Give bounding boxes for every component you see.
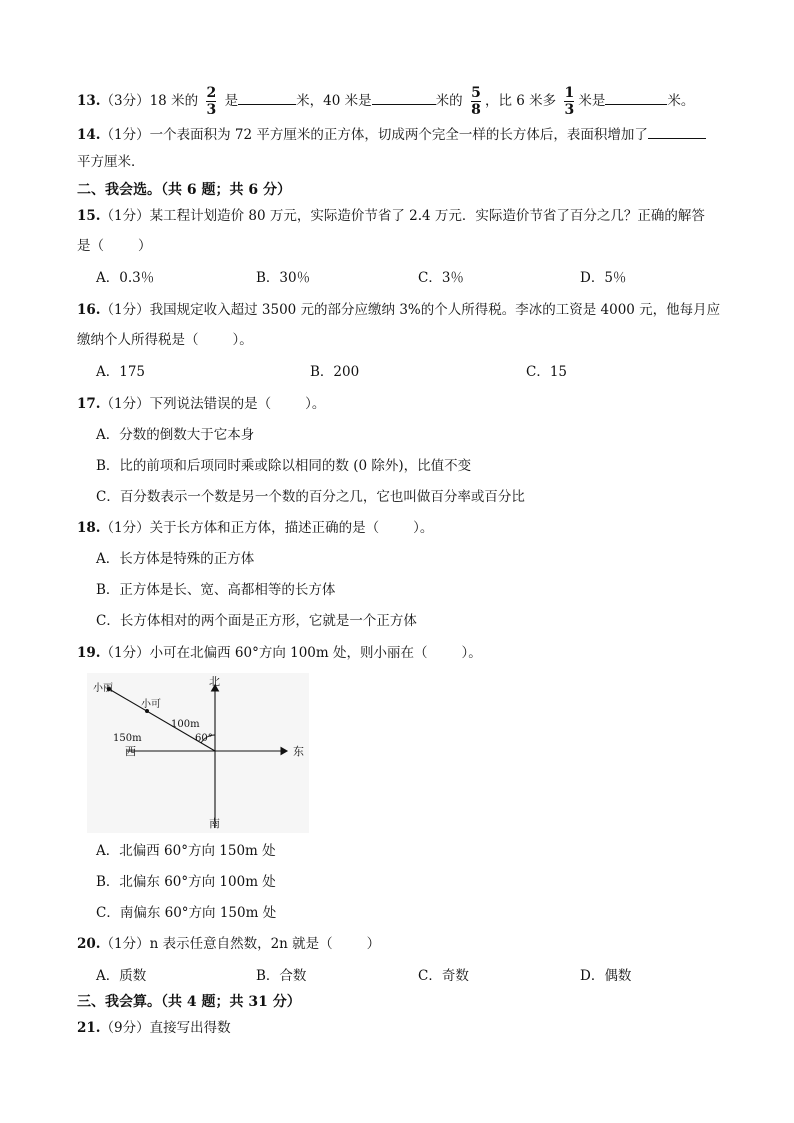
question-number: 13. (77, 93, 101, 109)
question-15-line2 (77, 236, 152, 256)
option-a[interactable]: A．分数的倒数大于它本身 (96, 427, 255, 443)
question-18 (77, 518, 433, 538)
question-number: 14. (77, 127, 101, 143)
option-c[interactable]: C．15 (526, 364, 568, 380)
question-text: ，比 6 米多 (484, 93, 557, 109)
question-text: 关于长方体和正方体，描述正确的是（ (149, 520, 380, 536)
question-21 (77, 1018, 231, 1038)
question-text: 某工程计划造价 80 万元，实际造价节省了 2.4 万元．实际造价节省了百分之几？正确的解答 (149, 208, 705, 224)
question-points: （1分） (100, 302, 150, 318)
question-20 (77, 934, 380, 954)
answer-blank[interactable] (238, 90, 296, 105)
question-text: ）。 (461, 645, 482, 661)
question-points: （1分） (100, 520, 150, 536)
question-number: 21. (77, 1020, 101, 1036)
numerator: 2 (206, 85, 217, 101)
question-text: 是 (224, 93, 239, 109)
question-points: （3分） (100, 93, 150, 109)
option-d[interactable]: D．偶数 (580, 968, 632, 984)
option-b[interactable]: B．比的前项和后项同时乘或除以相同的数 (0 除外)，比值不变 (96, 458, 472, 474)
question-text: 米，40 米是 (296, 93, 372, 109)
question-17 (77, 394, 325, 414)
question-points: （1分） (100, 127, 150, 143)
option-c[interactable]: C．奇数 (418, 968, 469, 984)
direction-diagram (87, 673, 309, 833)
xiaoke-label: 小可 (141, 699, 161, 710)
angle-label: 60° (195, 733, 213, 744)
fraction (206, 86, 216, 117)
question-points: （1分） (100, 208, 150, 224)
fraction (471, 86, 481, 117)
distance-100-label: 100m (171, 719, 200, 730)
question-16 (77, 300, 720, 320)
option-a[interactable]: A．0.3％ (96, 270, 155, 286)
section-heading: 二、我会选。（共 6 题；共 6 分） (77, 182, 291, 198)
denominator: 3 (206, 102, 217, 118)
question-text: 米的 (435, 93, 463, 109)
question-text: 直接写出得数 (149, 1020, 231, 1036)
question-text: 下列说法错误的是（ (149, 396, 272, 412)
option-b[interactable]: B．200 (310, 364, 360, 380)
question-text: ） (366, 936, 381, 952)
option-a[interactable]: A．质数 (96, 968, 147, 984)
west-label: 西 (125, 745, 136, 758)
answer-blank[interactable] (648, 124, 706, 139)
denominator: 8 (471, 102, 481, 118)
option-c[interactable]: C．百分数表示一个数是另一个数的百分之几，它也叫做百分率或百分比 (96, 489, 525, 505)
question-14 (77, 124, 706, 145)
question-text: 缴纳个人所得税是（ (77, 332, 199, 348)
question-text: 小可在北偏西 60°方向 100m 处，则小丽在（ (149, 645, 428, 661)
option-b[interactable]: B．正方体是长、宽、高都相等的长方体 (96, 582, 336, 598)
question-points: （1分） (100, 396, 150, 412)
option-a[interactable]: A．长方体是特殊的正方体 (96, 551, 255, 567)
option-d[interactable]: D．5％ (580, 270, 627, 286)
question-13 (77, 86, 694, 117)
option-a[interactable]: A．北偏西 60°方向 150m 处 (96, 843, 276, 859)
numerator: 1 (564, 85, 575, 101)
question-number: 15. (77, 208, 101, 224)
question-points: （1分） (100, 936, 150, 952)
east-label: 东 (293, 745, 304, 758)
question-text: 是（ (77, 238, 104, 254)
question-text: ）。 (413, 520, 434, 536)
question-text: ）。 (232, 332, 253, 348)
question-number: 16. (77, 302, 101, 318)
xiaoli-label: 小丽 (93, 683, 113, 694)
question-text: 米是 (578, 93, 606, 109)
answer-blank[interactable] (605, 90, 667, 105)
question-text: ）。 (305, 396, 326, 412)
question-number: 20. (77, 936, 101, 952)
question-16-line2 (77, 330, 253, 350)
question-text: ） (138, 238, 152, 254)
question-14-line2 (77, 152, 145, 172)
question-text: 平方厘米． (77, 154, 145, 170)
option-b[interactable]: B．合数 (256, 968, 307, 984)
question-text: n 表示任意自然数，2n 就是（ (149, 936, 333, 952)
option-a[interactable]: A．175 (96, 364, 146, 380)
south-label: 南 (209, 817, 220, 830)
question-number: 18. (77, 520, 101, 536)
question-number: 17. (77, 396, 101, 412)
option-c[interactable]: C．长方体相对的两个面是正方形，它就是一个正方体 (96, 613, 417, 629)
question-text: 我国规定收入超过 3500 元的部分应缴纳 3%的个人所得税。李冰的工资是 4000 元，他每月应 (149, 302, 721, 318)
question-text: 米。 (667, 93, 695, 109)
option-c[interactable]: C．3％ (418, 270, 464, 286)
distance-150-label: 150m (113, 733, 142, 744)
question-text: 18 米的 (149, 93, 199, 109)
question-points: （1分） (100, 645, 150, 661)
option-b[interactable]: B．北偏东 60°方向 100m 处 (96, 874, 276, 890)
question-points: （9分） (100, 1020, 150, 1036)
question-text: 一个表面积为 72 平方厘米的正方体，切成两个完全一样的长方体后，表面积增加了 (149, 127, 648, 143)
diagram-svg (87, 673, 309, 833)
option-c[interactable]: C．南偏东 60°方向 150m 处 (96, 905, 277, 921)
numerator: 5 (471, 85, 481, 101)
question-19 (77, 643, 482, 663)
north-label: 北 (209, 675, 220, 688)
fraction (564, 86, 574, 117)
option-b[interactable]: B．30％ (256, 270, 311, 286)
answer-blank[interactable] (372, 90, 436, 105)
question-15 (77, 206, 705, 226)
question-number: 19. (77, 645, 101, 661)
denominator: 3 (564, 102, 575, 118)
section-heading: 三、我会算。（共 4 题；共 31 分） (77, 994, 301, 1010)
